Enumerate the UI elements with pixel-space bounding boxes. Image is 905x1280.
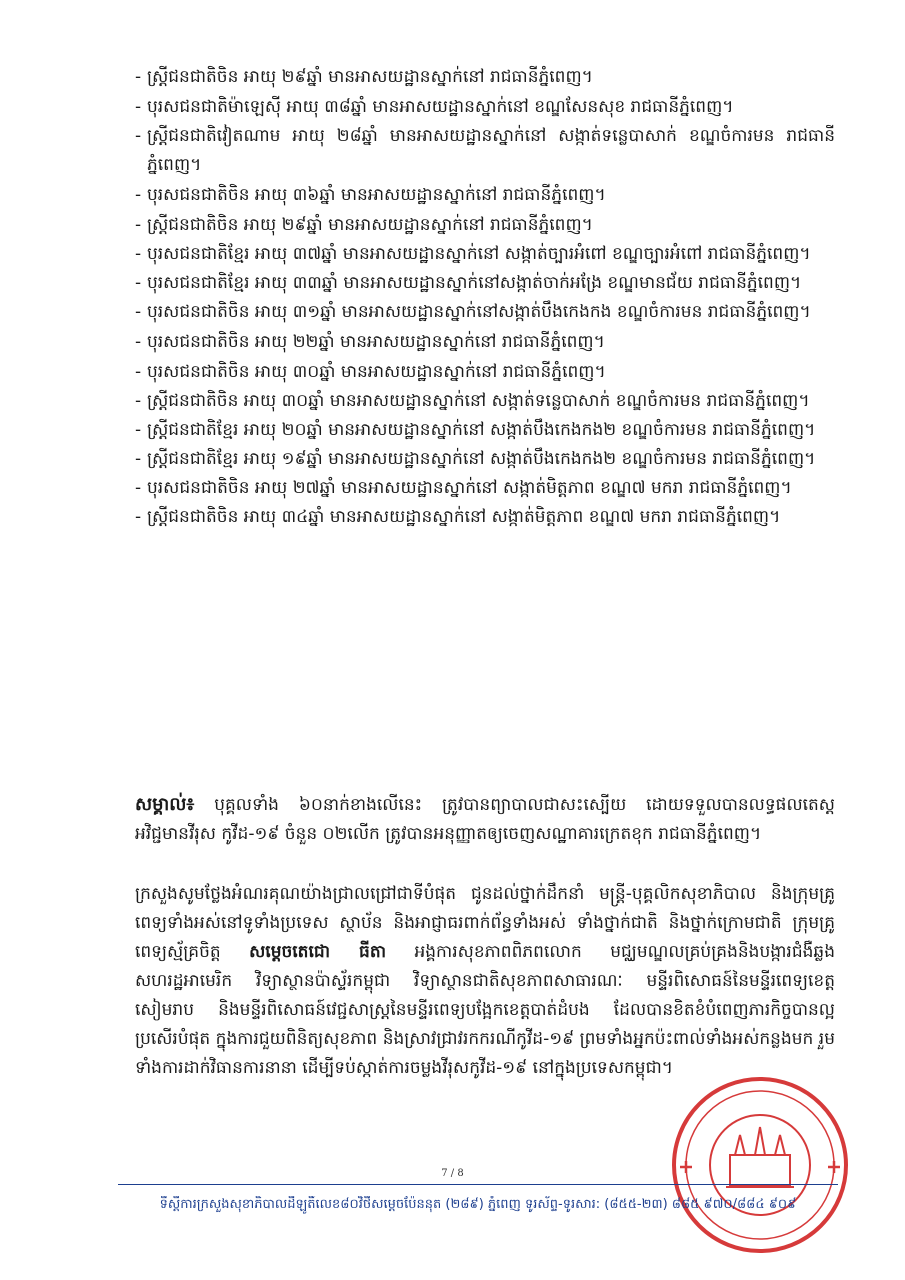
footer-address: ទីស្តីការក្រសួងសុខាភិបាលដីឡូតិ៍លេខ៨០វិថីសម្តេចប៉ែននុត (២៨៩) ភ្នំពេញ ទូរស័ព្ទ-ទូរសារ: (៨៥៥-២៣) ៨៨៥ ៩៧០/៨៨៤ ៩០៩ bbox=[159, 1197, 797, 1212]
recovered-patient-list bbox=[135, 62, 835, 532]
note-paragraph bbox=[135, 790, 835, 849]
list-item: - បុរសជនជាតិចិន អាយុ ៣៦ឆ្នាំ មានអាសយដ្ឋានស្នាក់នៅ រាជធានីភ្នំពេញ។ bbox=[135, 185, 606, 205]
list-item: - ស្ត្រីជនជាតិខ្មែរ អាយុ ២០ឆ្នាំ មានអាសយដ្ឋានស្នាក់នៅ សង្កាត់បឹងកេងកង២ ខណ្ឌចំការមន រាជធានីភ្នំពេញ។ bbox=[135, 420, 816, 440]
list-item: - បុរសជនជាតិខ្មែរ អាយុ ៣៧ឆ្នាំ មានអាសយដ្ឋានស្នាក់នៅ សង្កាត់ច្បារអំពៅ ខណ្ឌច្បារអំពៅ រាជធានីភ្នំពេញ។ bbox=[135, 244, 811, 264]
list-item: - បុរសជនជាតិម៉ាឡេស៊ី អាយុ ៣៨ឆ្នាំ មានអាសយដ្ឋានស្នាក់នៅ ខណ្ឌសែនសុខ រាជធានីភ្នំពេញ។ bbox=[135, 97, 734, 117]
list-item: - បុរសជនជាតិខ្មែរ អាយុ ៣៣ឆ្នាំ មានអាសយដ្ឋានស្នាក់នៅសង្កាត់ចាក់អង្រែ ខណ្ឌមានជ័យ រាជធានីភ្នំពេញ។ bbox=[135, 273, 802, 293]
list-item: - ស្ត្រីជនជាតិចិន អាយុ ២៩ឆ្នាំ មានអាសយដ្ឋានស្នាក់នៅ រាជធានីភ្នំពេញ។ bbox=[135, 215, 593, 235]
list-item: - ស្ត្រីជនជាតិចិន អាយុ ២៩ឆ្នាំ មានអាសយដ្ឋានស្នាក់នៅ រាជធានីភ្នំពេញ។ bbox=[135, 67, 593, 87]
acknowledgement-paragraph: ក្រសួងសូមថ្លែងអំណរគុណយ៉ាងជ្រាលជ្រៅជាទីបំផុត ជូនដល់ថ្នាក់ដឹកនាំ មន្ត្រី-បុគ្គលិកសុខាភិបាល និងក្រុមគ្រូពេទ្យទាំងអស់នៅទូទាំងប្រទេស ស្ថាប័ន និងអាជ្ញាធរពាក់ព័ន្ធទាំងអស់ ទាំងថ្នាក់ជាតិ និងថ្នាក់ក្រោមជាតិ ក្រុមគ្រូពេទ្យស្ម័គ្រចិត្ត សម្តេចតេជោ ធីតា អង្គការសុខភាពពិភពលោក មជ្ឈមណ្ឌលគ្រប់គ្រងនិងបង្ការជំងឺឆ្លង សហរដ្ឋអាមេរិក វិទ្យាស្ថានប៉ាស្ទ័រកម្ពុជា វិទ្យាស្ថានជាតិសុខភាពសាធារណៈ មន្ទីរពិសោធន៍នៃមន្ទីរពេទ្យខេត្តសៀមរាប និងមន្ទីរពិសោធន៍វេជ្ជសាស្ត្រនៃមន្ទីរពេទ្យបង្អែកខេត្តបាត់ដំបង ដែលបានខិតខំបំពេញភារកិច្ចបានល្អប្រសើរបំផុត ក្នុងការជួយពិនិត្យសុខភាព និងស្រាវជ្រាវរកករណីកូវីដ-១៩ ព្រមទាំងអ្នកប៉ះពាល់ទាំងអស់កន្លងមក រួមទាំងការដាក់វិធានការនានា ដើម្បីទប់ស្កាត់ការចម្លងវីរុសកូវីដ-១៩ នៅក្នុងប្រទេសកម្ពុជា។ bbox=[135, 884, 835, 1078]
volunteer-group-name: សម្តេចតេជោ ធីតា bbox=[249, 942, 387, 962]
list-item: - ស្ត្រីជនជាតិខ្មែរ អាយុ ១៩ឆ្នាំ មានអាសយដ្ឋានស្នាក់នៅ សង្កាត់បឹងកេងកង២ ខណ្ឌចំការមន រាជធានីភ្នំពេញ។ bbox=[135, 449, 816, 469]
ministry-seal-icon bbox=[650, 1055, 850, 1255]
footer-divider bbox=[118, 1184, 838, 1185]
note-label: សម្គាល់៖ bbox=[135, 794, 195, 815]
list-item: - បុរសជនជាតិចិន អាយុ ៣១ឆ្នាំ មានអាសយដ្ឋានស្នាក់នៅសង្កាត់បឹងកេងកង ខណ្ឌចំការមន រាជធានីភ្នំពេញ។ bbox=[135, 302, 811, 322]
list-item: - ស្ត្រីជនជាតិចិន អាយុ ៣៤ឆ្នាំ មានអាសយដ្ឋានស្នាក់នៅ សង្កាត់មិត្តភាព ខណ្ឌ៧ មករា រាជធានីភ្នំពេញ។ bbox=[135, 507, 781, 527]
list-item: - បុរសជនជាតិចិន អាយុ ២២ឆ្នាំ មានអាសយដ្ឋានស្នាក់នៅ រាជធានីភ្នំពេញ។ bbox=[135, 332, 605, 352]
note-text: បុគ្គលទាំង ៦០នាក់ខាងលើនេះ ត្រូវបានព្យាបាលជាសះស្បើយ ដោយទទួលបានលទ្ធផលតេស្ត អវិជ្ជមានវីរុស កូវីដ-១៩ ចំនួន ០២លើក ត្រូវបានអនុញ្ញាតឲ្យចេញសណ្ឋាគារក្រេតខុក រាជធានីភ្នំពេញ។ bbox=[135, 795, 835, 844]
list-item: - បុរសជនជាតិចិន អាយុ ៣០ឆ្នាំ មានអាសយដ្ឋានស្នាក់នៅ រាជធានីភ្នំពេញ។ bbox=[135, 362, 606, 382]
page-number: 7 / 8 bbox=[441, 1168, 464, 1179]
list-item: - ស្ត្រីជនជាតិចិន អាយុ ៣០ឆ្នាំ មានអាសយដ្ឋានស្នាក់នៅ សង្កាត់ទន្លេបាសាក់ ខណ្ឌចំការមន រាជធានីភ្នំពេញ។ bbox=[135, 391, 810, 411]
list-item: - ស្ត្រីជនជាតិវៀតណាម អាយុ ២៨ឆ្នាំ មានអាសយដ្ឋានស្នាក់នៅ សង្កាត់ទន្លេបាសាក់ ខណ្ឌចំការមន រាជធានីភ្នំពេញ។ bbox=[135, 126, 835, 175]
list-item: - បុរសជនជាតិចិន អាយុ ២៧ឆ្នាំ មានអាសយដ្ឋានស្នាក់នៅ សង្កាត់មិត្តភាព ខណ្ឌ៧ មករា រាជធានីភ្នំពេញ។ bbox=[135, 478, 792, 498]
